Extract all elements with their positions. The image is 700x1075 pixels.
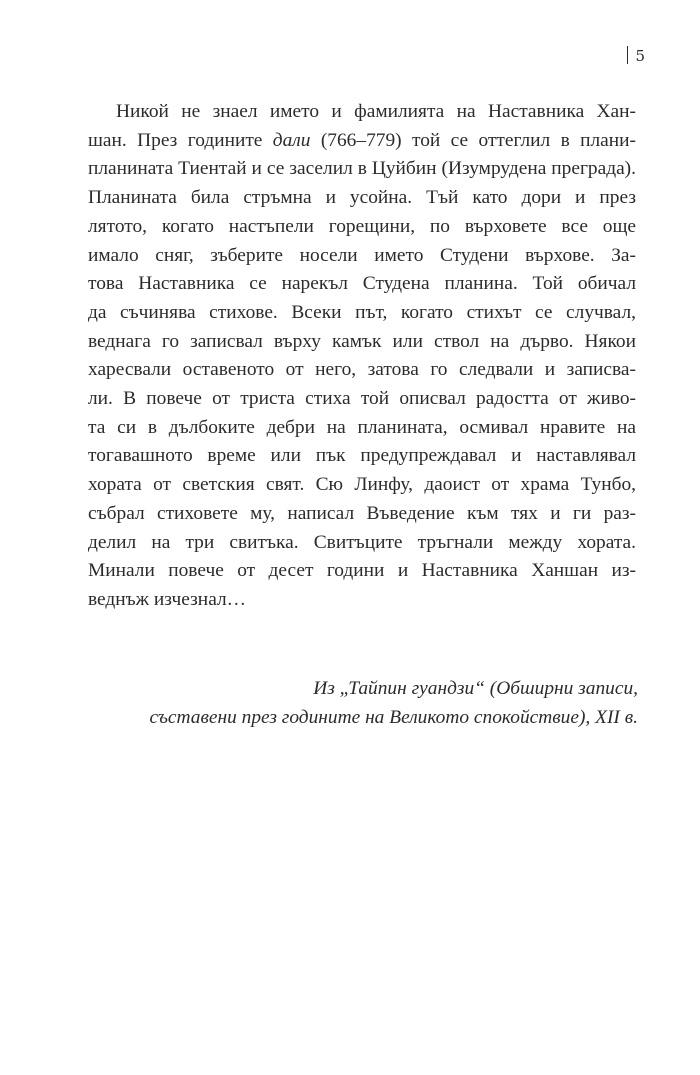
page-number-value: 5 <box>635 47 645 65</box>
source-line: съставени през годините на Великото спокойствие), XII в. <box>149 707 638 728</box>
text-line: ли. В повече от триста стиха той описвал радостта от живо- <box>88 388 636 410</box>
text-line: тогавашното време или пък предупреждавал и наставлявал <box>88 445 636 467</box>
text-line: веднъж изчезнал… <box>88 588 247 610</box>
text-line: това Наставника се нарекъл Студена планина. Той обичал <box>88 273 636 295</box>
text-fragment: (766–779) той се оттеглил в плани- <box>310 129 636 151</box>
text-line: харесвали оставеното от него, затова го следвали и записва- <box>88 359 636 381</box>
text-line: веднага го записвал върху камък или ствол на дърво. Някои <box>88 330 636 352</box>
body-paragraph <box>88 98 636 615</box>
text-line: делил на три свитъка. Свитъците тръгнали между хората. <box>88 531 636 553</box>
text-line: та си в дълбоките дебри на планината, осмивал нравите на <box>88 416 636 438</box>
text-line: имало сняг, зъберите носели името Студени върхове. За- <box>88 244 636 266</box>
page-number-divider <box>627 46 628 64</box>
source-line: Из „Тайпин гуандзи“ (Обширни записи, <box>313 678 638 699</box>
text-line: хората от светския свят. Сю Линфу, даоист от храма Тунбо, <box>88 474 636 496</box>
text-line: Никой не знаел името и фамилията на Наставника Хан- <box>116 101 636 122</box>
text-line: Планината била стръмна и усойна. Тъй като дори и през <box>88 187 636 209</box>
page-number <box>627 46 645 66</box>
text-line: събрал стиховете му, написал Въведение към тях и ги раз- <box>88 502 636 524</box>
text-line: да съчинява стихове. Всеки път, когато стихът се случвал, <box>88 301 636 323</box>
source-attribution <box>78 674 638 732</box>
italic-term: дали <box>272 129 311 151</box>
text-line: Минали повече от десет години и Наставника Ханшан из- <box>88 560 636 582</box>
text-line: лятото, когато настъпели горещини, по върховете все още <box>88 215 636 237</box>
text-fragment: шан. През годините <box>88 129 273 151</box>
text-line: планината Тиентай и се заселил в Цуйбин (Изумрудена преграда). <box>88 158 636 180</box>
text-line <box>88 127 636 156</box>
